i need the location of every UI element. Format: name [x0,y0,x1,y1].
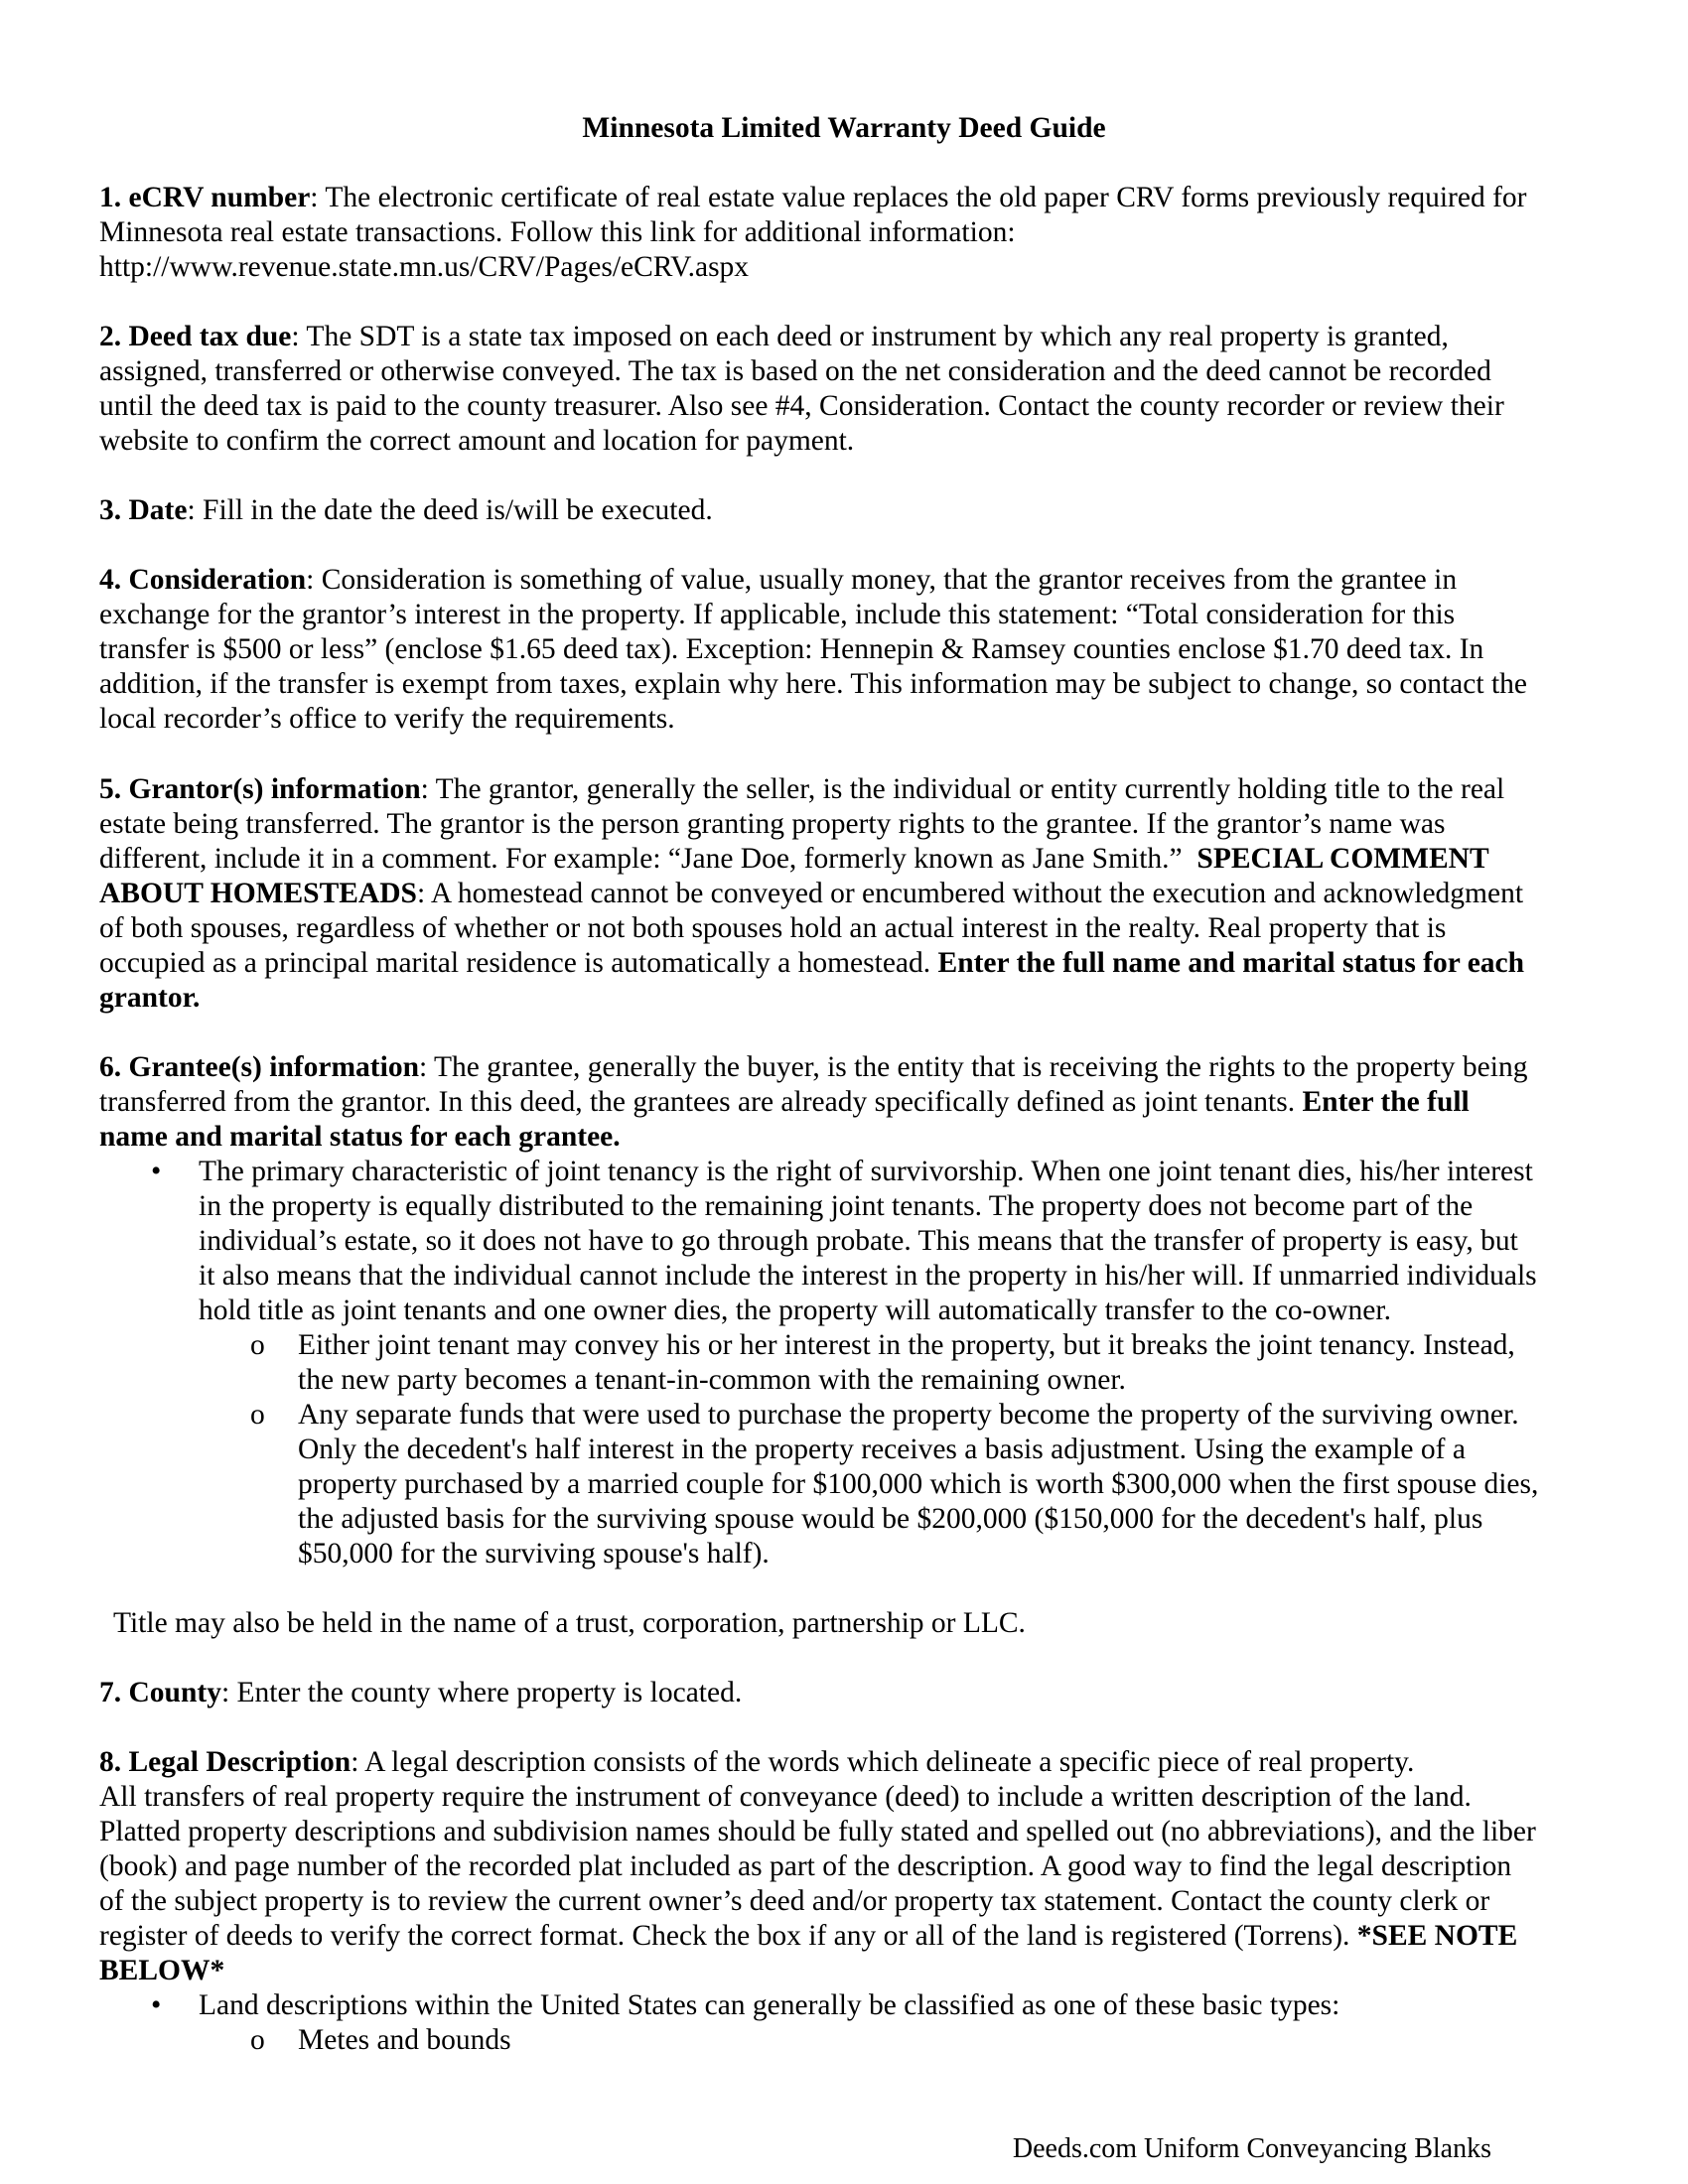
section-heading: 8. Legal Description [99,1746,352,1778]
special-comment-label: ABOUT HOMESTEADS [99,878,417,909]
list-item-text: Metes and bounds [298,2024,511,2056]
paragraph-text: : The grantor, generally the seller, is the individual or entity currently holding title to the real [420,773,1505,805]
paragraph-text: All transfers of real property require the instrument of conveyance (deed) to include a written description of the land. [99,1781,1472,1813]
title-holding-note [113,1606,1622,1641]
section-heading: 6. Grantee(s) information [99,1051,419,1083]
list-item-text: in the property is equally distributed to the remaining joint tenants. The property does not become part of the [199,1190,1474,1222]
section-grantor [99,772,1609,1016]
sub-list-item-convey [298,1328,1609,1398]
section-heading: 4. Consideration [99,564,307,596]
paragraph-text: Platted property descriptions and subdivision names should be fully stated and spelled out (no abbreviations), and the liber [99,1816,1536,1847]
sub-list-item-metes [298,2023,1609,2058]
list-item-text: the adjusted basis for the surviving spouse would be $200,000 ($150,000 for the decedent's half, plus [298,1503,1483,1535]
see-note-emphasis: *SEE NOTE [1356,1920,1518,1952]
list-item-text: individual’s estate, so it does not have to go through probate. This means that the transfer of property is easy, but [199,1225,1518,1257]
paragraph-text: assigned, transferred or otherwise conveyed. The tax is based on the net consideration and the deed cannot be recorded [99,355,1491,387]
list-item-joint-tenancy [199,1155,1609,1328]
circle-bullet-icon: o [250,2024,265,2056]
paragraph-text: Title may also be held in the name of a trust, corporation, partnership or LLC. [113,1607,1026,1639]
instruction-emphasis: Enter the full name and marital status for each [937,947,1525,979]
paragraph-text: exchange for the grantor’s interest in the property. If applicable, include this statement: “Total consideration for this [99,599,1456,630]
bullet-icon: • [151,1156,162,1187]
paragraph-text: : The grantee, generally the buyer, is the entity that is receiving the rights to the property being [418,1051,1528,1083]
section-county [99,1676,1609,1710]
list-item-text: The primary characteristic of joint tenancy is the right of survivorship. When one joint tenant dies, his/her interest [199,1156,1533,1187]
circle-bullet-icon: o [250,1399,265,1431]
list-item-text: property purchased by a married couple for $100,000 which is worth $300,000 when the first spouse dies, [298,1468,1539,1500]
paragraph-text: register of deeds to verify the correct format. Check the box if any or all of the land is registered (Torrens). [99,1920,1357,1952]
instruction-emphasis: name and marital status for each grantee. [99,1121,621,1153]
section-deed-tax [99,320,1609,459]
sub-list-item-funds [298,1398,1609,1571]
paragraph-text: : Fill in the date the deed is/will be executed. [187,494,713,526]
section-date [99,493,1609,528]
section-heading: 1. eCRV number [99,182,311,213]
paragraph-text: addition, if the transfer is exempt from taxes, explain why here. This information may be subject to change, so contact the [99,668,1527,700]
special-comment-label: SPECIAL COMMENT [1196,843,1489,875]
section-consideration [99,563,1609,737]
list-item-text: the new party becomes a tenant-in-common with the remaining owner. [298,1364,1126,1396]
paragraph-text: of both spouses, regardless of whether or not both spouses hold an actual interest in the realty. Real property that is [99,912,1447,944]
paragraph-text: local recorder’s office to verify the requirements. [99,703,675,735]
page-title: Minnesota Limited Warranty Deed Guide [582,112,1106,144]
section-heading: 5. Grantor(s) information [99,773,421,805]
section-legal-description [99,1745,1609,1988]
list-item-text: Either joint tenant may convey his or her interest in the property, but it breaks the joint tenancy. Instead, [298,1329,1515,1361]
page-footer: Deeds.com Uniform Conveyancing Blanks [1012,2133,1491,2164]
instruction-emphasis: grantor. [99,982,201,1014]
list-item-text: Only the decedent's half interest in the property receives a basis adjustment. Using the example of a [298,1433,1466,1465]
list-item-text: $50,000 for the surviving spouse's half). [298,1538,770,1570]
circle-bullet-icon: o [250,1329,265,1361]
paragraph-text: occupied as a principal marital residence is automatically a homestead. [99,947,938,979]
section-heading: 2. Deed tax due [99,321,292,352]
list-item-text: Any separate funds that were used to purchase the property become the property of the surviving owner. [298,1399,1519,1431]
list-item-text: it also means that the individual cannot include the interest in the property in his/her will. If unmarried individuals [199,1260,1537,1292]
section-heading: 3. Date [99,494,188,526]
paragraph-text: : The electronic certificate of real estate value replaces the old paper CRV forms previously required for [310,182,1527,213]
paragraph-text: transfer is $500 or less” (enclose $1.65 deed tax). Exception: Hennepin & Ramsey counties enclose $1.70 deed tax. In [99,633,1484,665]
instruction-emphasis: Enter the full [1302,1086,1470,1118]
list-item-text: hold title as joint tenants and one owner dies, the property will automatically transfer to the co-owner. [199,1295,1391,1326]
ecrv-link-text: http://www.revenue.state.mn.us/CRV/Pages/eCRV.aspx [99,251,750,283]
paragraph-text: of the subject property is to review the current owner’s deed and/or property tax statement. Contact the county clerk or [99,1885,1490,1917]
section-grantee [99,1050,1609,1155]
paragraph-text: : Consideration is something of value, usually money, that the grantor receives from the grantee in [306,564,1458,596]
paragraph-text: : The SDT is a state tax imposed on each deed or instrument by which any real property is granted, [291,321,1449,352]
paragraph-text: Minnesota real estate transactions. Follow this link for additional information: [99,216,1016,248]
paragraph-text: website to confirm the correct amount and location for payment. [99,425,855,457]
section-ecrv [99,181,1609,285]
section-heading: 7. County [99,1677,221,1708]
paragraph-text: : Enter the county where property is located. [220,1677,743,1708]
paragraph-text: until the deed tax is paid to the county treasurer. Also see #4, Consideration. Contact the county recorder or review their [99,390,1504,422]
paragraph-text: estate being transferred. The grantor is the person granting property rights to the grantee. If the grantor’s name was [99,808,1446,840]
list-item-text: Land descriptions within the United States can generally be classified as one of these basic types: [199,1989,1340,2021]
paragraph-text: (book) and page number of the recorded plat included as part of the description. A good way to find the legal description [99,1850,1512,1882]
paragraph-text: : A legal description consists of the words which delineate a specific piece of real property. [351,1746,1415,1778]
paragraph-text: transferred from the grantor. In this deed, the grantees are already specifically defined as joint tenants. [99,1086,1303,1118]
bullet-icon: • [151,1989,162,2021]
paragraph-text: different, include it in a comment. For example: “Jane Doe, formerly known as Jane Smith.” [99,843,1197,875]
paragraph-text: : A homestead cannot be conveyed or encumbered without the execution and acknowledgment [416,878,1524,909]
list-item-land-types [199,1988,1609,2023]
see-note-emphasis: BELOW* [99,1955,225,1986]
